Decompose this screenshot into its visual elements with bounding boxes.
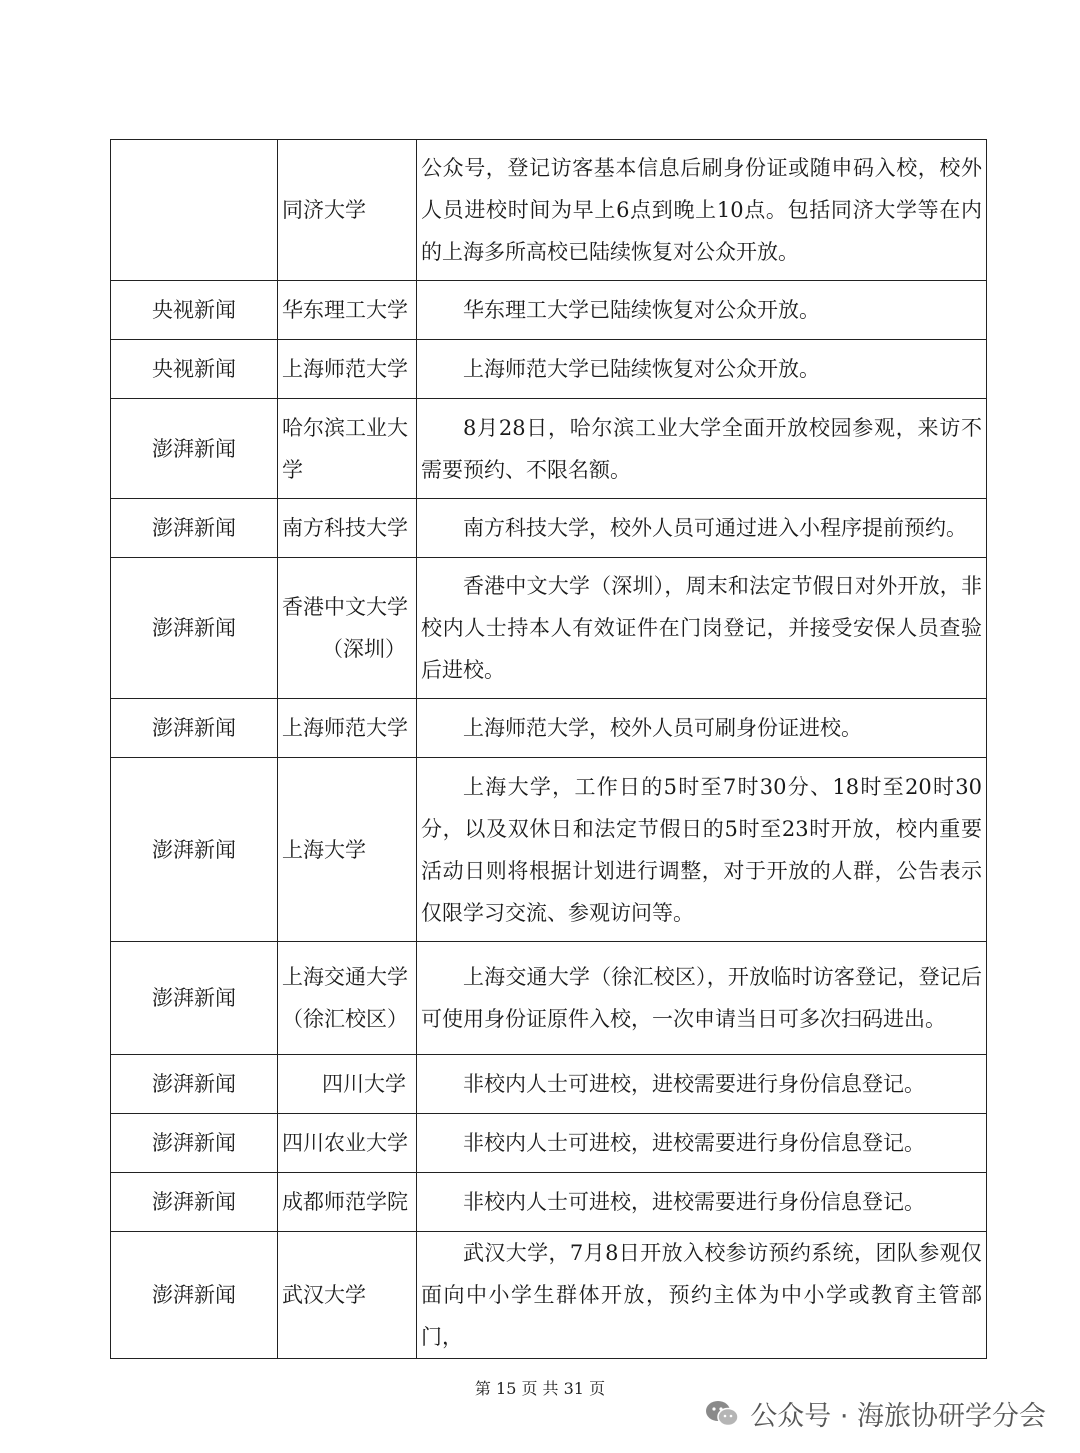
table-row bbox=[111, 499, 987, 558]
info-cell: 8月28日，哈尔滨工业大学全面开放校园参观，来访不需要预约、不限名额。 bbox=[417, 399, 987, 499]
table-row bbox=[111, 1232, 987, 1359]
source-cell: 澎湃新闻 bbox=[111, 399, 278, 499]
source-cell: 澎湃新闻 bbox=[111, 1173, 278, 1232]
source-cell: 澎湃新闻 bbox=[111, 558, 278, 699]
info-cell: 上海师范大学已陆续恢复对公众开放。 bbox=[417, 340, 987, 399]
university-cell: 上海师范大学 bbox=[278, 340, 417, 399]
info-cell: 非校内人士可进校，进校需要进行身份信息登记。 bbox=[417, 1055, 987, 1114]
info-cell: 华东理工大学已陆续恢复对公众开放。 bbox=[417, 281, 987, 340]
info-cell: 上海交通大学（徐汇校区），开放临时访客登记，登记后可使用身份证原件入校，一次申请当日可多次扫码进出。 bbox=[417, 942, 987, 1055]
university-cell: 武汉大学 bbox=[278, 1232, 417, 1359]
table-row bbox=[111, 758, 987, 942]
source-cell: 澎湃新闻 bbox=[111, 1114, 278, 1173]
university-name: 香港中文大学 bbox=[282, 595, 408, 619]
university-cell: 成都师范学院 bbox=[278, 1173, 417, 1232]
table-row bbox=[111, 942, 987, 1055]
university-cell: 上海师范大学 bbox=[278, 699, 417, 758]
university-cell: 华东理工大学 bbox=[278, 281, 417, 340]
university-name: 上海交通大学 bbox=[282, 965, 408, 989]
info-cell: 公众号，登记访客基本信息后刷身份证或随申码入校，校外人员进校时间为早上6点到晚上10点。包括同济大学等在内的上海多所高校已陆续恢复对公众开放。 bbox=[417, 140, 987, 281]
source-cell: 央视新闻 bbox=[111, 340, 278, 399]
page-number: 第 15 页 共 31 页 bbox=[474, 1379, 606, 1398]
university-cell bbox=[278, 558, 417, 699]
source-cell: 澎湃新闻 bbox=[111, 942, 278, 1055]
source-cell: 澎湃新闻 bbox=[111, 1055, 278, 1114]
university-cell: 四川农业大学 bbox=[278, 1114, 417, 1173]
university-cell: 同济大学 bbox=[278, 140, 417, 281]
info-cell: 非校内人士可进校，进校需要进行身份信息登记。 bbox=[417, 1173, 987, 1232]
university-cell: 四川大学 bbox=[278, 1055, 417, 1114]
table-row bbox=[111, 1114, 987, 1173]
table-row bbox=[111, 1173, 987, 1232]
table-row bbox=[111, 281, 987, 340]
watermark bbox=[704, 1394, 1046, 1433]
source-cell: 澎湃新闻 bbox=[111, 699, 278, 758]
wechat-icon bbox=[704, 1398, 740, 1430]
table-row bbox=[111, 699, 987, 758]
university-cell: 南方科技大学 bbox=[278, 499, 417, 558]
watermark-text: 公众号 · 海旅协研学分会 bbox=[750, 1401, 1046, 1432]
university-open-table bbox=[110, 139, 987, 1359]
university-campus: （徐汇校区） bbox=[282, 1007, 408, 1031]
table-row bbox=[111, 399, 987, 499]
info-cell: 非校内人士可进校，进校需要进行身份信息登记。 bbox=[417, 1114, 987, 1173]
source-cell: 央视新闻 bbox=[111, 281, 278, 340]
table-row bbox=[111, 340, 987, 399]
university-cell bbox=[278, 942, 417, 1055]
source-cell bbox=[111, 140, 278, 281]
table-row bbox=[111, 1055, 987, 1114]
university-cell: 上海大学 bbox=[278, 758, 417, 942]
info-cell: 南方科技大学，校外人员可通过进入小程序提前预约。 bbox=[417, 499, 987, 558]
info-cell: 香港中文大学（深圳），周末和法定节假日对外开放，非校内人士持本人有效证件在门岗登记，并接受安保人员查验后进校。 bbox=[417, 558, 987, 699]
info-cell: 上海师范大学，校外人员可刷身份证进校。 bbox=[417, 699, 987, 758]
university-campus: （深圳） bbox=[322, 637, 406, 661]
source-cell: 澎湃新闻 bbox=[111, 758, 278, 942]
table-row bbox=[111, 558, 987, 699]
table-row bbox=[111, 140, 987, 281]
source-cell: 澎湃新闻 bbox=[111, 1232, 278, 1359]
university-cell: 哈尔滨工业大学 bbox=[278, 399, 417, 499]
info-cell: 武汉大学，7月8日开放入校参访预约系统，团队参观仅面向中小学生群体开放，预约主体为中小学或教育主管部门， bbox=[417, 1232, 987, 1359]
info-cell: 上海大学，工作日的5时至7时30分、18时至20时30分，以及双休日和法定节假日的5时至23时开放，校内重要活动日则将根据计划进行调整，对于开放的人群，公告表示仅限学习交流、参观访问等。 bbox=[417, 758, 987, 942]
source-cell: 澎湃新闻 bbox=[111, 499, 278, 558]
